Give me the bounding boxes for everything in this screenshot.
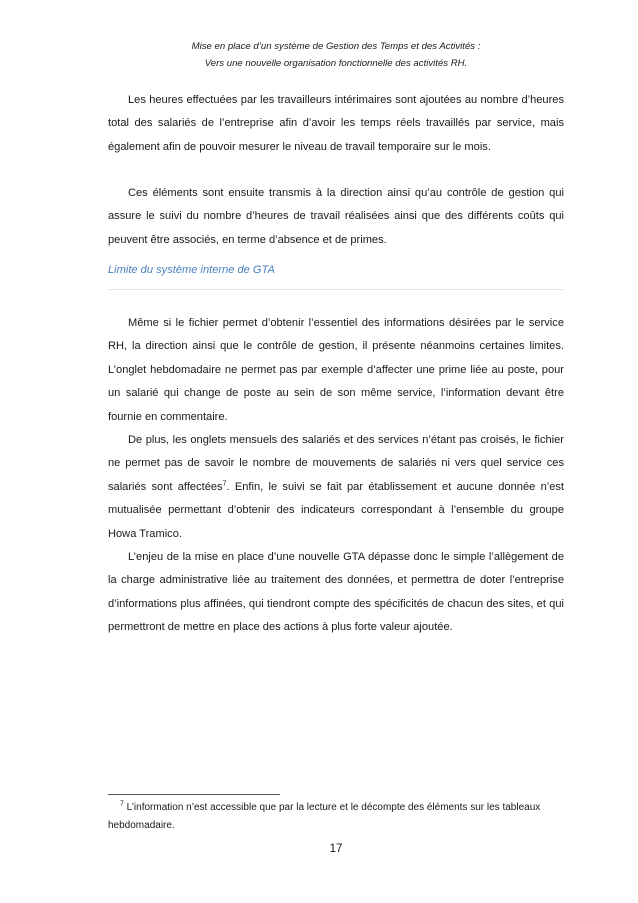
footnote xyxy=(108,799,564,835)
section-paragraph-3: L’enjeu de la mise en place d’une nouvelle GTA dépasse donc le simple l’allègement de la charge administrative liée au traitement des données, et permettra de doter l’entreprise d’informations plus affinées, qui tiendront compte des spécificités de chacun des sites, et qui permettront de mettre en place des actions à plus forte valeur ajoutée. xyxy=(108,551,564,634)
section-paragraph-1: Même si le fichier permet d’obtenir l’essentiel des informations désirées par le service RH, la direction ainsi que le contrôle de gestion, il présente néanmoins certaines limites. L’onglet hebdomadaire ne permet pas par exemple d’affecter une prime liée au poste, pour un salarié qui change de poste au sein de son même service, l’information devant être fournie en commentaire. xyxy=(108,317,564,423)
running-header xyxy=(108,38,564,72)
paragraph-text: . Enfin, le suivi se fait par établissement et aucune donnée n’est mutualisée permettant d’obtenir des indicateurs correspondant à l’ensemble du groupe Howa Tramico. xyxy=(108,480,565,540)
footnote-reference[interactable]: 7 xyxy=(222,480,227,488)
header-line-2: Vers une nouvelle organisation fonctionnelle des activités RH. xyxy=(204,58,468,69)
footnote-separator xyxy=(108,794,280,795)
intro-paragraph-2 xyxy=(108,182,564,252)
section-divider xyxy=(108,289,564,290)
header-line-1: Mise en place d’un système de Gestion des Temps et des Activités : xyxy=(191,41,481,52)
section-heading: Limite du système interne de GTA xyxy=(108,264,275,276)
paragraph-text: De plus, les onglets mensuels des salariés et des services n’étant pas croisés, le fichier ne permet pas de savoir le nombre de mouvements de salariés ni vers quel service ces salariés sont affectées xyxy=(108,434,564,493)
intro-paragraph-1 xyxy=(108,89,564,159)
paragraph-text: Les heures effectuées par les travailleurs intérimaires sont ajoutées au nombre d’heures total des salariés de l’entreprise afin d’avoir les temps réels travaillés par service, mais également afin de pouvoir mesurer le niveau de travail temporaire sur le mois. xyxy=(108,94,564,153)
footnote-text: L’information n’est accessible que par la lecture et le décompte des éléments sur les tableaux hebdomadaire. xyxy=(108,802,541,831)
footnote-number: 7 xyxy=(120,800,124,808)
section-paragraph-2 xyxy=(108,429,564,546)
page-number: 17 xyxy=(329,843,343,855)
paragraph-text: Ces éléments sont ensuite transmis à la direction ainsi qu’au contrôle de gestion qui assure le suivi du nombre d’heures de travail réalisées ainsi que des différents coûts qui peuvent être associés, en terme d’absence et de primes. xyxy=(108,187,564,246)
section-body xyxy=(108,312,564,640)
